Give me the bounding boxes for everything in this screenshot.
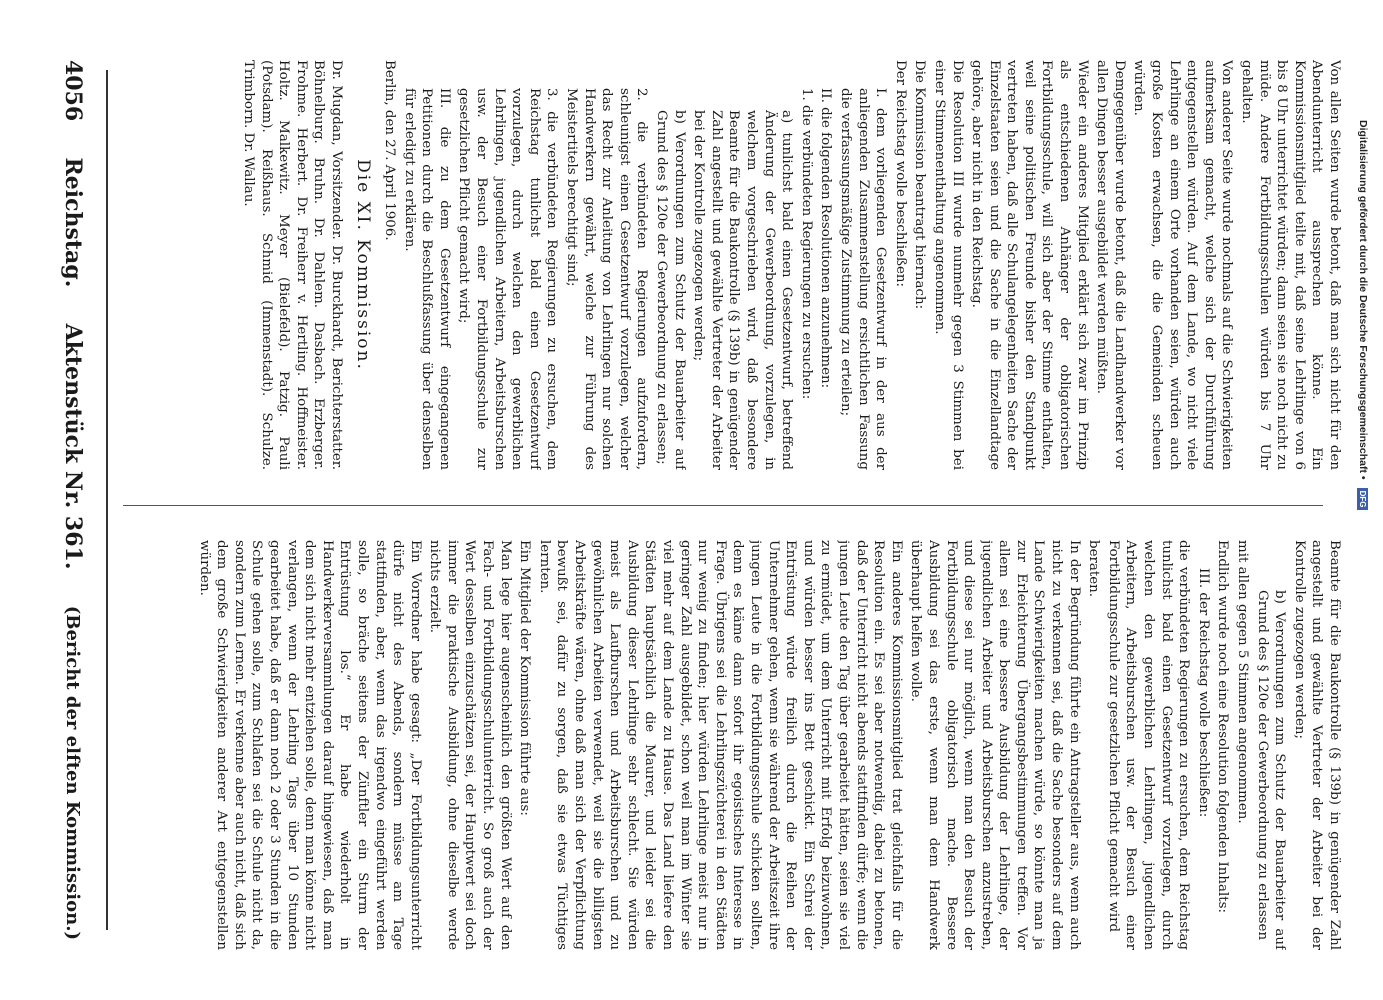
dfg-logo: DFG [1358, 488, 1369, 511]
paragraph: mit allen gegen 5 Stimmen angenommen. [1235, 540, 1251, 824]
column-separator [123, 505, 1323, 506]
header-right-title: (Bericht der elften Kommission.) [62, 605, 84, 940]
digitization-text: Digitalisierung gefördert durch die Deutsche Forschungsgemeinschaft • [1357, 120, 1369, 480]
paragraph: Der Reichstag wolle beschließen: [892, 60, 908, 288]
commission-members: Dr. Mugdan, Vorsitzender. Dr. Burckhardt, Berichterstatter. Böhnelburg. Bruhn. Dr. Dahlem. Dasbach. Erzberger. Frohme. Herbert. Dr. Freiherr v. Hertling. Hoffmeister. Holtz. Malkewitz. Meyer (Bielefeld). Patzig. Pauli (Potsdam). Reißhaus. Schmid (Immenstadt). Schulze. Trimborn. Dr. Wallau. [240, 60, 344, 470]
paragraph: b) Verordnungen zum Schutz der Bauarbeiter auf Grund des § 120e der Gewerbeordnung zu erlassen; [654, 110, 687, 470]
header-left-title: Reichstag. [60, 157, 86, 288]
paragraph: Ein anderes Kommissionsmitglied trat gleichfalls für die Resolution ein. Es sei aber notwendig, dabei zu betonen, daß der Unterricht nicht abends stattfinden dürfe; wenn die jungen Leute den Tag über gearbeitet hätten, seien sie viel zu ermüdet, um dem Unterricht mit Erfolg beizuwohnen, und würden besser ins Bett geschickt. Ein Schrei der Entrüstung würde freilich durch die Reihen der Unternehmer gehen, wenn sie während der Arbeitszeit ihre jungen Leute in die Fortbildungsschule schicken sollten, denn es käme dann sofort ihr egoistisches Interesse in Frage. Übrigens sei die Lehrlingszüchterei in den Städten nur wenig zu finden; hier würden Lehrlinge meist nur in geringer Zahl ausgebildet, schon weil man im Winter sie viel mehr auf dem Lande zu Hause. Das Land liefere den Städten hauptsächlich die Maurer, und leider sei die Ausbildung dieser Lehrlinge sehr schlecht. Sie würden meist als Laufburschen und Arbeitsburschen und zu gewöhnlichen Arbeiten verwendet, weil sie die billigsten Arbeitskräfte wären, ohne daß man sich der Verpflichtung bewußt sei, dafür zu sorgen, daß sie etwas Tüchtiges lernten. [536, 540, 904, 950]
paragraph: Ein Vorredner habe gesagt: „Der Fortbildungsunterricht dürfe nicht des Abends, sondern müsse am Tage stattfinden, aber, wenn das irgendwo eingeführt werden solle, so bräche seitens der Zünftler ein Sturm der Entrüstung los.“ Er habe wiederholt in Handwerkerversammlungen darauf hingewiesen, daß man dem sich nicht mehr entziehen solle, denn man könne nicht verlangen, wenn der Lehrling Tags über 10 Stunden gearbeitet habe, daß er dann noch 2 oder 3 Stunden in die Schule gehen solle, zum Schlafen sei die Schule nicht da, sondern zum Lernen. Er verkenne aber auch nicht, daß sich dem große Schwierigkeiten anderer Art entgegenstellen würden. [196, 540, 423, 950]
paragraph: Von anderer Seite wurde nochmals auf die Schwierigkeiten aufmerksam gemacht, welche sich der Durchführung entgegenstellen würden. Auf dem Lande, wo nicht viele Lehrlinge an einem Orte vorhanden seien, würden auch große Kosten erwachsen, die die Gemeinden scheuen würden. [1131, 60, 1235, 470]
header-rule [106, 70, 108, 930]
paragraph: Von allen Seiten wurde betont, daß man sich nicht für den Abendunterricht aussprechen könne. Ein Kommissionsmitglied teilte mit, daß seine Lehrlinge von 6 bis 8 Uhr unterrichtet würden; dann seien sie noch nicht zu müde. Andere Fortbildungsschulen würden bis 7 Uhr gehalten. [1239, 60, 1342, 470]
header-center-title: Aktenstück Nr. 361. [60, 323, 86, 570]
right-column [118, 60, 1343, 470]
paragraph: beraten. [1086, 540, 1102, 598]
paragraph: a) tunlichst bald einen Gesetzentwurf, betreffend Änderung der Gewerbeordnung, vorzulegen, in welchem vorgeschrieben wird, daß besondere Beamte für die Baukontrolle (§ 139b) in genügender Zahl angestellt und gewählte Vertreter der Arbeiter bei der Kontrolle zugezogen werden; [691, 110, 795, 470]
paragraph: III. die zu dem Gesetzentwurf eingegangenen Petitionen durch die Beschlußfassung über denselben für erledigt zu erklären. [401, 88, 452, 470]
paragraph: I. dem vorliegenden Gesetzentwurf in der aus der anliegenden Zusammenstellung ersichtlichen Fassung die verfassungsmäßige Zustimmung zu erteilen; [837, 88, 889, 470]
commission-title: Die XI. Kommission. [352, 159, 373, 371]
paragraph: Die Kommission beantragt hiernach: [912, 60, 928, 310]
paragraph: Man lege hier augenscheinlich den größten Wert auf den Fach- und Fortbildungsschulunterricht. So groß auch der Wert desselben einzuschätzen sei, der Hauptwert sei doch immer die praktische Ausbildung, ohne dieselbe werde nichts erzielt. [427, 540, 513, 950]
paragraph: In der Begründung führte ein Antragsteller aus, wenn auch nicht zu verkennen sei, daß die Sache besonders auf dem Lande Schwierigkeiten machen würde, so könnte man ja zur Erleichterung Übergangsbestimmungen treffen. Vor allem sei eine bessere Ausbildung der Lehrlinge, der jugendlichen Arbeiter und Arbeitsburschen anzustreben, und diese sei nur möglich, wenn man den Besuch der Fortbildungsschule obligatorisch mache. Bessere Ausbildung sei das erste, wenn man dem Handwerk überhaupt helfen wolle. [908, 540, 1082, 950]
paragraph: Wieder ein anderes Mitglied erklärt sich zwar im Prinzip als entschiedenen Anhänger der obligatorischen Fortbildungsschule, will sich aber der Stimme enthalten, weil seine politischen Freunde bisher den Standpunkt vertreten haben, daß alle Schulangelegenheiten Sache der Einzelstaaten seien und die Sache in die Einzellandtage gehöre, aber nicht in den Reichstag. [969, 60, 1090, 470]
paragraph: 3. die verbündeten Regierungen zu ersuchen, dem Reichstag tunlichst bald einen Gesetzentwurf vorzulegen, durch welchen den gewerblichen Lehrlingen, jugendlichen Arbeitern, Arbeitsburschen usw. der Besuch einer Fortbildungsschule zur gesetzlichen Pflicht gemacht wird; [456, 88, 560, 470]
paragraph: b) Verordnungen zum Schutz der Bauarbeiter auf Grund des § 120e der Gewerbeordnung zu erlassen [1254, 590, 1288, 950]
paragraph: 1. die verbündeten Regierungen zu ersuchen: [798, 88, 814, 400]
paragraph: Die Resolution III wurde nunmehr gegen 3 Stimmen bei einer Stimmenenthaltung angenommen. [931, 60, 965, 470]
paragraph: die verbündeten Regierungen zu ersuchen, dem Reichstag tunlichst bald einen Gesetzentwurf vorzulegen, durch welchen den gewerblichen Lehrlingen, jugendlichen Arbeitern, Arbeitsburschen usw. der Besuch einer Fortbildungsschule zur gesetzlichen Pflicht gemacht wird [1105, 540, 1192, 950]
page-number: 4056 [60, 60, 86, 122]
page-header [53, 60, 93, 940]
paragraph: Endlich wurde noch eine Resolution folgenden Inhalts: [1215, 540, 1231, 914]
paragraph: II. die folgenden Resolutionen anzunehmen: [818, 88, 834, 389]
left-column [118, 540, 1343, 950]
paragraph: Ein Mitglied der Kommission führte aus: [517, 540, 533, 816]
paragraph: Berlin, den 27. April 1906. [382, 60, 398, 241]
paragraph: Beamte für die Baukontrolle (§ 139b) in genügender Zahl angestellt und gewählte Vertreter der Arbeiter bei der Kontrolle zugezogen werden; [1291, 540, 1342, 950]
paragraph: Demgegenüber wurde betont, daß die Landhandwerker vor allen Dingen besser ausgebildet werden müßten. [1094, 60, 1127, 470]
paragraph: 2. die verbündeten Regierungen aufzufordern, schleunigst einen Gesetzentwurf vorzulegen, welcher das Recht zur Anleitung von Lehrlingen nur solchen Handwerkern gewährt, welche zur Führung des Meistertitels berechtigt sind; [564, 88, 650, 470]
digitization-stamp [1343, 0, 1383, 1000]
paragraph: III. der Reichstag wolle beschließen: [1195, 568, 1211, 818]
